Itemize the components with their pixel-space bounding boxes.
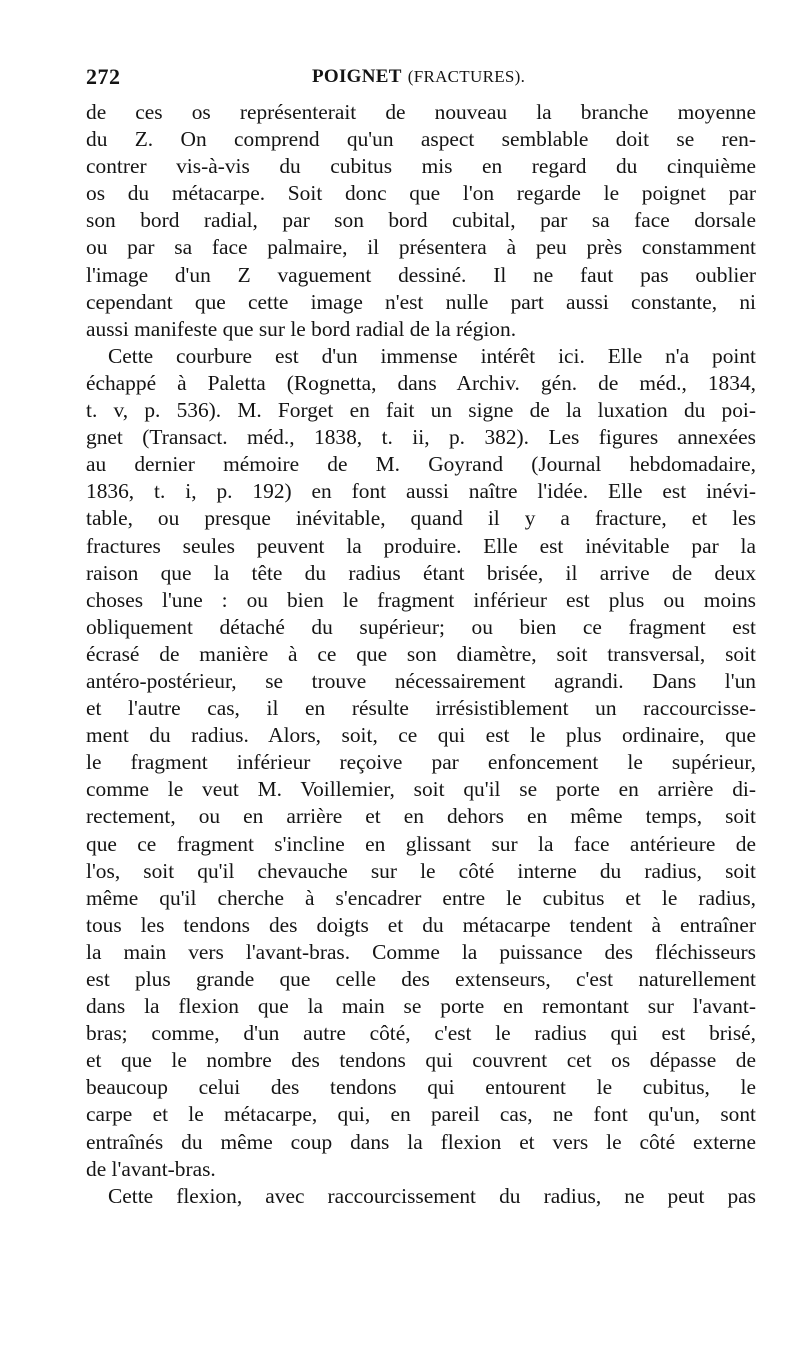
- text-line: échappé à Paletta (Rognetta, dans Archiv. gén. de méd., 1834,: [86, 370, 756, 395]
- text-line: t. v, p. 536). M. Forget en fait un signe de la luxation du poi-: [86, 398, 756, 423]
- running-head-title: POIGNET: [312, 66, 402, 87]
- text-line: et que le nombre des tendons qui couvrent cet os dépasse de: [86, 1048, 756, 1073]
- text-line: carpe et le métacarpe, qui, en pareil cas, ne font qu'un, sont: [86, 1102, 756, 1127]
- text-line: fractures seules peuvent la produire. Elle est inévitable par la: [86, 533, 756, 558]
- running-head-subtitle: (FRACTURES).: [407, 67, 526, 86]
- text-line: gnet (Transact. méd., 1838, t. ii, p. 382). Les figures annexées: [86, 425, 756, 450]
- text-line: 1836, t. i, p. 192) en font aussi naître l'idée. Elle est inévi-: [86, 479, 756, 504]
- text-line: le fragment inférieur reçoive par enfoncement le supérieur,: [86, 750, 756, 775]
- text-line: cependant que cette image n'est nulle part aussi constante, ni: [86, 289, 756, 314]
- text-line: rectement, ou en arrière et en dehors en même temps, soit: [86, 804, 756, 829]
- page-number: 272: [86, 64, 121, 89]
- text-line: bras; comme, d'un autre côté, c'est le radius qui est brisé,: [86, 1021, 756, 1046]
- text-line: tous les tendons des doigts et du métacarpe tendent à entraîner: [86, 912, 756, 937]
- text-line: obliquement détaché du supérieur; ou bien ce fragment est: [86, 614, 756, 639]
- text-line: l'os, soit qu'il chevauche sur le côté interne du radius, soit: [86, 858, 756, 883]
- text-line: son bord radial, par son bord cubital, par sa face dorsale: [86, 208, 756, 233]
- text-line: de ces os représenterait de nouveau la branche moyenne: [86, 100, 756, 124]
- text-line: la main vers l'avant-bras. Comme la puissance des fléchisseurs: [86, 939, 756, 964]
- text-line: de l'avant-bras.: [86, 1156, 216, 1181]
- text-line: contrer vis-à-vis du cubitus mis en regard du cinquième: [86, 154, 756, 179]
- text-line: entraînés du même coup dans la flexion et vers le côté externe: [86, 1129, 756, 1154]
- paragraph-first-line: Cette courbure est d'un immense intérêt ici. Elle n'a point: [108, 343, 756, 368]
- running-head: [312, 66, 525, 88]
- text-line: antéro-postérieur, se trouve nécessairement agrandi. Dans l'un: [86, 668, 756, 693]
- page-header: [86, 64, 756, 100]
- text-line: au dernier mémoire de M. Goyrand (Journal hebdomadaire,: [86, 452, 756, 477]
- text-line: du Z. On comprend qu'un aspect semblable doit se ren-: [86, 127, 756, 152]
- text-line: comme le veut M. Voillemier, soit qu'il se porte en arrière di-: [86, 777, 756, 802]
- text-line: l'image d'un Z vaguement dessiné. Il ne faut pas oublier: [86, 262, 756, 287]
- text-line: est plus grande que celle des extenseurs, c'est naturellement: [86, 967, 756, 991]
- body-text: [86, 99, 756, 1210]
- text-line: aussi manifeste que sur le bord radial de la région.: [86, 316, 517, 341]
- text-line: ment du radius. Alors, soit, ce qui est le plus ordinaire, que: [86, 723, 756, 748]
- text-line: et l'autre cas, il en résulte irrésistiblement un raccourcisse-: [86, 696, 756, 721]
- text-line: dans la flexion que la main se porte en remontant sur l'avant-: [86, 994, 756, 1019]
- text-line: os du métacarpe. Soit donc que l'on regarde le poignet par: [86, 181, 756, 206]
- paragraph-first-line: Cette flexion, avec raccourcissement du radius, ne peut pas: [108, 1183, 756, 1208]
- text-line: même qu'il cherche à s'encadrer entre le cubitus et le radius,: [86, 885, 756, 910]
- text-line: écrasé de manière à ce que son diamètre, soit transversal, soit: [86, 641, 756, 666]
- text-line: table, ou presque inévitable, quand il y a fracture, et les: [86, 506, 756, 531]
- text-line: que ce fragment s'incline en glissant sur la face antérieure de: [86, 831, 756, 856]
- text-line: raison que la tête du radius étant brisée, il arrive de deux: [86, 560, 756, 585]
- text-line: choses l'une : ou bien le fragment inférieur est plus ou moins: [86, 587, 756, 612]
- text-line: beaucoup celui des tendons qui entourent le cubitus, le: [86, 1075, 756, 1100]
- text-line: ou par sa face palmaire, il présentera à peu près constamment: [86, 235, 756, 260]
